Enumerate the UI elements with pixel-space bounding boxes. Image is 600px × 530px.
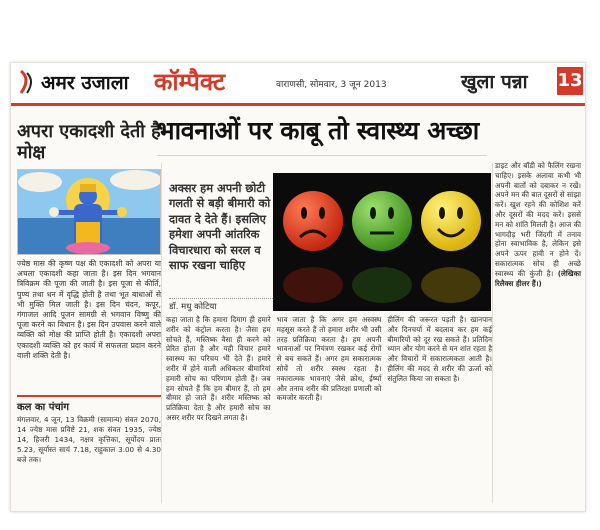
sidebar-story	[17, 121, 161, 361]
page-number: 13	[557, 67, 583, 95]
article-column-right	[495, 161, 581, 288]
edition-name: कॉम्पैक्ट	[154, 68, 226, 96]
newspaper-page	[10, 62, 586, 512]
smiley-faces-icon	[273, 173, 491, 311]
panchang-title: कल का पंचांग	[17, 402, 69, 413]
amar-ujala-logo-icon	[17, 69, 37, 95]
panchang-body: मंगलवार, 4 जून, 13 विक्रमी (सामान्य) संवत 2070, 14 ज्येष्ठ मास प्रविष्टे 21, शक संवत 1935, ज्येष्ठ 14, हिजरी 1434, नक्षत्र कृत्तिका, सूर्योदय प्रातः 5.23, सूर्यास्त सायं 7.18, राहुकाल 3.00 से 4.30 बजे तक।	[17, 415, 161, 464]
article-column-3: हीलिंग की जरूरत पड़ती है। खानपान और दिनचर्या में बदलाव कर हम कई बीमारियों को दूर रख सकते हैं। प्रतिदिन ध्यान और योग करने से मन शांत रहता है और विचारों में सकारात्मकता आती है। हीलिंग की मदद से शरीर की ऊर्जा को संतुलित किया जा सकता है।	[387, 315, 493, 383]
masthead	[11, 63, 585, 106]
headline-rule	[157, 155, 487, 156]
dateline: वाराणसी, सोमवार, 3 जून 2013	[276, 80, 387, 90]
sidebar-title: अपरा एकादशी देती है मोक्ष	[17, 121, 161, 163]
column-separator	[161, 163, 162, 503]
article-headline: भावनाओं पर काबू तो स्वास्थ्य अच्छा	[157, 116, 479, 145]
article-deck: अक्सर हम अपनी छोटी गलती से बड़ी बीमारी को दावत दे देते हैं। इसलिए हमेशा अपनी आंतरिक विचारधारा को सरल व साफ रखना चाहिए	[169, 181, 271, 273]
section-title: खुला पन्ना	[461, 71, 528, 93]
panchang-box	[17, 395, 161, 465]
sidebar-body: ज्येष्ठ मास की कृष्ण पक्ष की एकादशी को अपरा या अचला एकादशी कहा जाता है। इस दिन भगवान त्रिविक्रम की पूजा की जाती है। इस पूजा से कीर्ति, पुण्य तथा धन में वृद्धि होती है तथा भूत बाधाओं से भी मुक्ति मिल जाती है। इस दिन चंदन, कपूर, गंगाजल आदि पूजन सामग्री से भगवान विष्णु की पूजा करने का विधान है। इस दिन उपवास करने वाले व्यक्ति को मोक्ष की प्राप्ति होती है। एकादशी अपरा एकादशी व्यक्ति को हर कार्य में सफलता प्रदान करने वाली शक्ति देती है।	[17, 259, 161, 360]
article-column-1: कहा जाता है कि हमारा दिमाग ही हमारे शरीर को कंट्रोल करता है। जैसा हम सोचते हैं, मस्तिष्क वैसा ही करने को प्रेरित होता है और यही विचार हमारे स्वास्थ्य का परिचय भी देते हैं। हमारे शरीर में होने वाली अधिकतर बीमारियां हमारी सोच का परिणाम होती हैं। जब हम सोचते हैं कि हम बीमार हैं, तो हम बीमार हो जाते हैं। शरीर मस्तिष्क को प्रतिक्रिया देता है और हमारी सोच का असर शरीर पर दिखने लगता है।	[166, 315, 271, 422]
vishnu-illustration-icon	[18, 170, 160, 254]
article-body	[166, 315, 492, 423]
author-tag: (लेखिका रिलैक्स हीलर हैं।)	[495, 268, 581, 288]
deity-image	[17, 169, 161, 255]
column-separator	[492, 163, 493, 503]
article-byline: डॉ. मधु कोटिया	[169, 298, 279, 312]
article-column-2: भाव जाता है कि अगर हम अस्वस्थ महसूस करते हैं तो हमारा शरीर भी उसी तरह प्रतिक्रिया करता है। हम अपनी भावनाओं पर नियंत्रण रखकर कई रोगों से बच सकते हैं। अगर हम सकारात्मक सोचें तो शरीर स्वस्थ रहता है। नकारात्मक भावनाएं जैसे क्रोध, ईर्ष्या और तनाव शरीर की प्रतिरक्षा प्रणाली को कमजोर करती हैं।	[276, 315, 382, 403]
brand-name: अमर उजाला	[41, 72, 129, 94]
article-right-text: डाइट और बॉडी को फैलिंग रखना चाहिए। इसके अलावा कभी भी अपनी बातों को दबाकर न रखें। अपने मन की बात दूसरों से साझा करें। खुश रहने की कोशिश करें और दूसरों की मदद करें। इससे मन को शांति मिलती है। आज की भागदौड़ भरी जिंदगी में तनाव होना स्वाभाविक है, लेकिन इसे अपने ऊपर हावी न होने दें। सकारात्मक सोच ही अच्छे स्वास्थ्य की कुंजी है।	[495, 161, 581, 278]
emotion-faces-photo	[273, 173, 491, 311]
